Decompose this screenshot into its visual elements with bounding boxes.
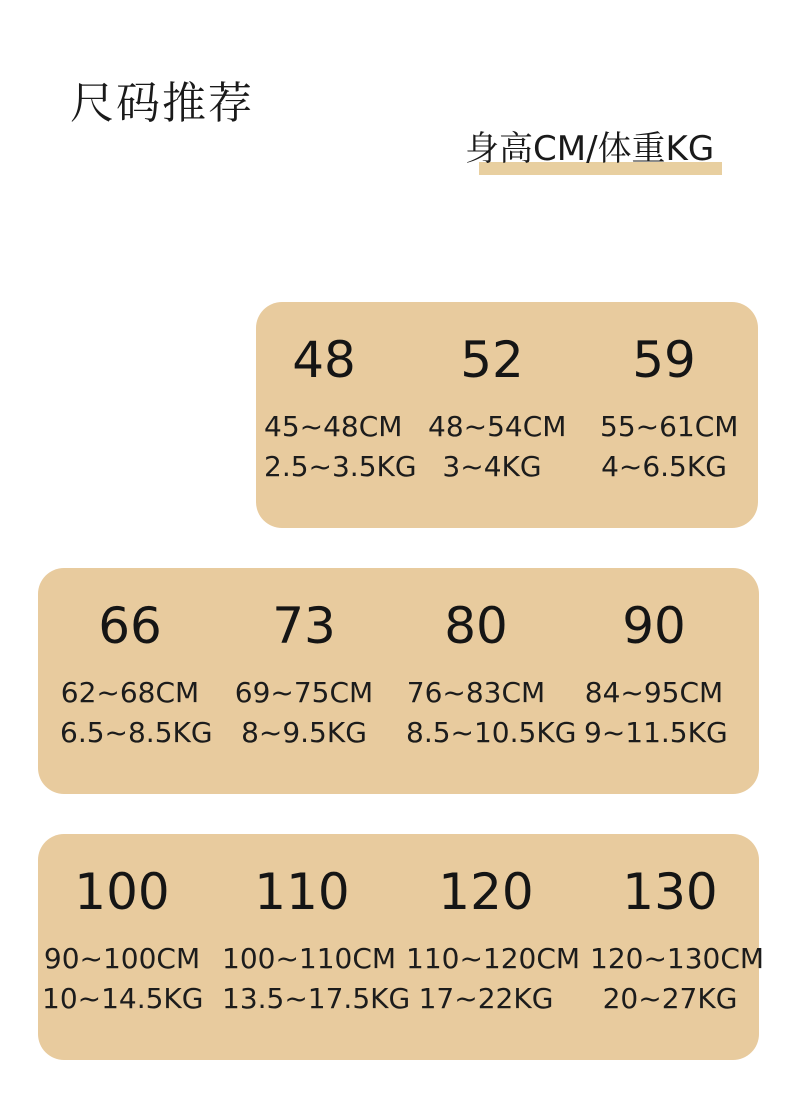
size-number: 66: [98, 597, 162, 655]
weight-range: 8~9.5KG: [241, 716, 367, 749]
weight-range: 20~27KG: [602, 982, 738, 1015]
weight-range: 4~6.5KG: [601, 450, 727, 483]
height-range: 76~83CM: [406, 676, 546, 709]
size-item: [406, 568, 577, 749]
size-card-toddler: [38, 834, 765, 1060]
page-title: 尺码推荐: [70, 78, 254, 129]
height-range: 110~120CM: [406, 942, 581, 975]
size-number: 120: [438, 863, 534, 921]
weight-range: 8.5~10.5KG: [406, 716, 577, 749]
size-number: 48: [292, 331, 356, 389]
size-number: 110: [254, 863, 350, 921]
weight-range: 13.5~17.5KG: [222, 982, 411, 1015]
size-item: [234, 568, 374, 747]
weight-range: 2.5~3.5KG: [264, 450, 417, 483]
size-number: 73: [272, 597, 336, 655]
size-number: 90: [622, 597, 686, 655]
height-range: 45~48CM: [264, 410, 403, 443]
height-range: 55~61CM: [600, 410, 739, 443]
size-item: [42, 834, 202, 1013]
size-item: [600, 302, 739, 483]
height-range: 120~130CM: [590, 942, 765, 975]
weight-range: 6.5~8.5KG: [60, 716, 213, 749]
height-range: 48~54CM: [428, 410, 567, 443]
weight-range: 9~11.5KG: [584, 716, 728, 749]
size-number: 100: [74, 863, 170, 921]
size-item: [60, 568, 213, 749]
weight-range: 10~14.5KG: [42, 982, 204, 1015]
units-label: 身高CM/体重KG: [465, 129, 715, 169]
size-number: 52: [460, 331, 524, 389]
size-item: [406, 834, 581, 1015]
size-number: 59: [632, 331, 696, 389]
weight-range: 3~4KG: [442, 450, 542, 483]
height-range: 62~68CM: [60, 676, 200, 709]
units-header: [465, 128, 730, 178]
size-item: [222, 834, 411, 1015]
size-item: [264, 302, 417, 483]
size-item: [584, 568, 728, 749]
size-card-newborn: [256, 302, 758, 528]
size-item: [590, 834, 765, 1015]
size-number: 130: [622, 863, 718, 921]
weight-range: 17~22KG: [418, 982, 554, 1015]
size-item: [428, 302, 567, 483]
size-card-infant: [38, 568, 759, 794]
height-range: 84~95CM: [584, 676, 724, 709]
height-range: 90~100CM: [43, 942, 201, 975]
height-range: 100~110CM: [222, 942, 397, 975]
size-number: 80: [444, 597, 508, 655]
height-range: 69~75CM: [234, 676, 374, 709]
